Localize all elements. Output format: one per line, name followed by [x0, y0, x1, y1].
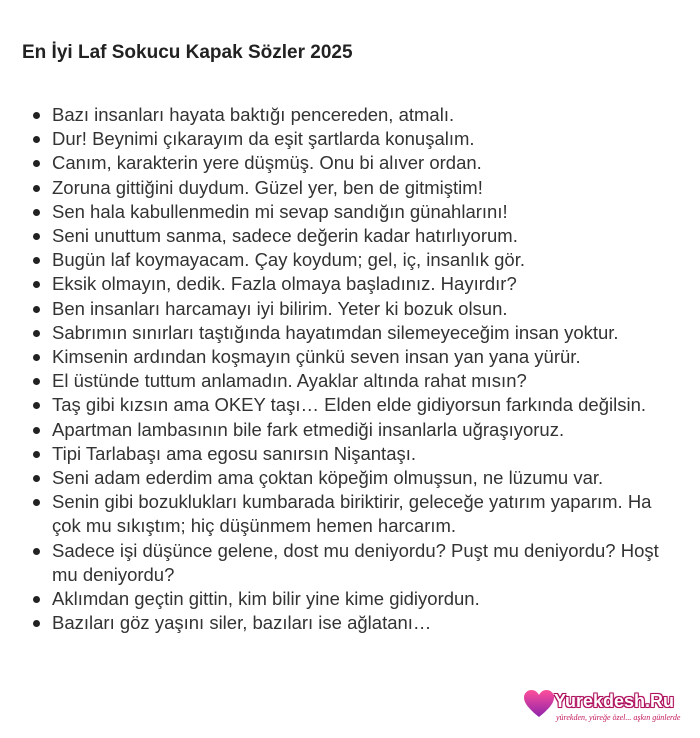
bullet-icon: [33, 378, 40, 385]
list-item: [52, 248, 680, 272]
list-item-text: Ben insanları harcamayı iyi bilirim. Yeter ki bozuk olsun.: [52, 297, 508, 319]
list-item-text: Senin gibi bozuklukları kumbarada biriktirir, geleceğe yatırım yaparım. Ha çok mu sıkıştım; hiç düşünmem hemen harcarım.: [52, 491, 652, 537]
list-item: [52, 272, 680, 296]
list-item: [52, 127, 680, 151]
bullet-icon: [33, 475, 40, 482]
list-item: [52, 176, 680, 200]
watermark-site-name: Yurekdesh.Ru: [554, 691, 675, 711]
list-item: [52, 418, 680, 442]
bullet-icon: [33, 136, 40, 143]
list-item-text: Kimsenin ardından koşmayın çünkü seven insan yan yana yürür.: [52, 346, 581, 368]
list-item: [52, 297, 680, 321]
bullet-icon: [33, 281, 40, 288]
bullet-icon: [33, 451, 40, 458]
list-item: [52, 393, 680, 417]
bullet-icon: [33, 330, 40, 337]
list-item: [52, 200, 680, 224]
bullet-icon: [33, 620, 40, 627]
list-item-text: Bugün laf koymayacam. Çay koydum; gel, iç, insanlık gör.: [52, 249, 525, 271]
list-item: [52, 345, 680, 369]
bullet-icon: [33, 306, 40, 313]
bullet-icon: [33, 209, 40, 216]
list-item-text: El üstünde tuttum anlamadın. Ayaklar altında rahat mısın?: [52, 370, 527, 392]
list-item: [52, 369, 680, 393]
site-watermark: [524, 690, 696, 730]
bullet-icon: [33, 402, 40, 409]
list-item: [52, 103, 680, 127]
list-item-text: Seni adam ederdim ama çoktan köpeğim olmuşsun, ne lüzumu var.: [52, 467, 604, 489]
bullet-icon: [33, 160, 40, 167]
list-item-text: Canım, karakterin yere düşmüş. Onu bi alıver ordan.: [52, 152, 482, 174]
bullet-icon: [33, 548, 40, 555]
list-item: [52, 442, 680, 466]
heart-icon: [524, 690, 554, 718]
list-item-text: Bazı insanları hayata baktığı pencereden, atmalı.: [52, 104, 455, 125]
list-item-text: Sabrımın sınırları taştığında hayatımdan silemeyeceğim insan yoktur.: [52, 321, 619, 343]
bullet-icon: [33, 257, 40, 264]
bullet-icon: [33, 427, 40, 434]
list-item-text: Sen hala kabullenmedin mi sevap sandığın günahlarını!: [52, 200, 508, 222]
watermark-tagline: yürekden, yüreğe özel... aşkın günlerde: [556, 713, 681, 722]
list-item: [52, 151, 680, 175]
list-item-text: Taş gibi kızsın ama OKEY taşı… Elden elde gidiyorsun farkında değilsin.: [52, 394, 647, 416]
list-item-text: Bazıları göz yaşını siler, bazıları ise ağlatanı…: [52, 612, 432, 634]
quote-list: [0, 103, 680, 635]
bullet-icon: [33, 499, 40, 506]
list-item-text: Tipi Tarlabaşı ama egosu sanırsın Nişantaşı.: [52, 442, 417, 464]
bullet-icon: [33, 596, 40, 603]
page-title: En İyi Laf Sokucu Kapak Sözler 2025: [22, 42, 353, 63]
list-item-text: Dur! Beynimi çıkarayım da eşit şartlarda konuşalım.: [52, 128, 475, 150]
list-item: [52, 490, 680, 538]
list-item: [52, 321, 680, 345]
list-item: [52, 224, 680, 248]
list-item-text: Apartman lambasının bile fark etmediği insanlarla uğraşıyoruz.: [52, 418, 565, 440]
list-item-text: Seni unuttum sanma, sadece değerin kadar hatırlıyorum.: [52, 225, 518, 247]
bullet-icon: [33, 112, 40, 119]
list-item: [52, 587, 680, 611]
list-item-text: Sadece işi düşünce gelene, dost mu deniyordu? Puşt mu deniyordu? Hoşt mu deniyordu?: [52, 539, 659, 585]
list-item: [52, 611, 680, 635]
bullet-icon: [33, 354, 40, 361]
list-item-text: Eksik olmayın, dedik. Fazla olmaya başladınız. Hayırdır?: [52, 273, 517, 295]
list-item-text: Zoruna gittiğini duydum. Güzel yer, ben de gitmiştim!: [52, 176, 483, 198]
bullet-icon: [33, 233, 40, 240]
list-item: [52, 466, 680, 490]
list-item-text: Aklımdan geçtin gittin, kim bilir yine kime gidiyordun.: [52, 588, 480, 610]
bullet-icon: [33, 185, 40, 192]
list-item: [52, 539, 680, 587]
